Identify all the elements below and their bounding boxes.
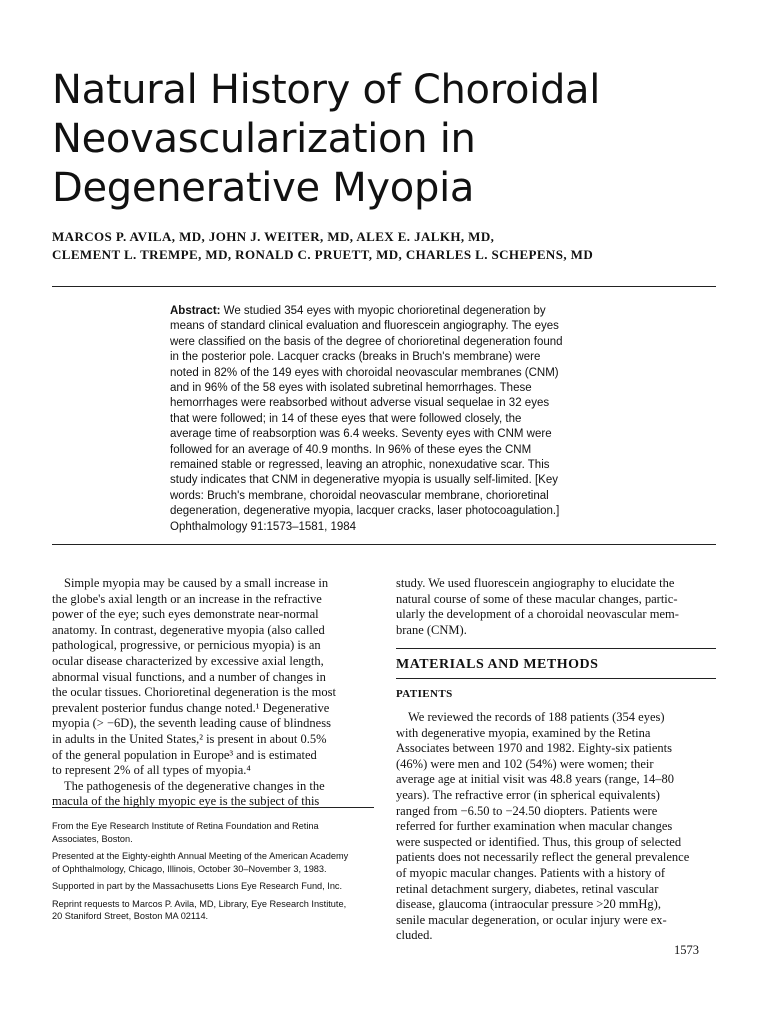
page-number: 1573 xyxy=(674,943,699,957)
body-line: patients does not necessarily reflect the general prevalence xyxy=(396,850,690,865)
subsection-heading: PATIENTS xyxy=(396,688,453,700)
body-line: senile macular degeneration, or ocular injury were ex- xyxy=(396,912,667,927)
body-line: referred for further examination when macular changes xyxy=(396,819,673,834)
abstract-line: noted in 82% of the 149 eyes with choroidal neovascular membranes (CNM) xyxy=(170,366,559,379)
abstract-citation: Ophthalmology 91:1573–1581, 1984 xyxy=(170,520,357,533)
section-rule-top xyxy=(396,648,716,649)
abstract-line: means of standard clinical evaluation and fluorescein angiography. The eyes xyxy=(170,320,559,333)
body-line: of the general population in Europe³ and is estimated xyxy=(52,747,317,762)
abstract-line: study indicates that CNM in degenerative myopia is usually self-limited. [Key xyxy=(170,474,558,487)
body-line: in adults in the United States,² is present in about 0.5% xyxy=(52,731,327,746)
body-line: the globe's axial length or an increase in the refractive xyxy=(52,591,322,606)
abstract-line: followed for an average of 40.9 months. In 96% of these eyes the CNM xyxy=(170,443,532,456)
title-line: Natural History of Choroidal xyxy=(52,67,601,113)
abstract-label: Abstract: xyxy=(170,305,221,317)
footnote-affiliation: From the Eye Research Institute of Retina Foundation and Retina Associates, Boston. xyxy=(52,821,319,844)
body-line: ranged from −6.50 to −24.50 diopters. Patients were xyxy=(396,803,658,818)
body-line: natural course of some of these macular changes, partic- xyxy=(396,591,678,606)
footnote-funding: Supported in part by the Massachusetts Lions Eye Research Fund, Inc. xyxy=(52,881,343,891)
abstract-line: degeneration, degenerative myopia, lacquer cracks, laser photocoagulation.] xyxy=(170,505,560,518)
body-line: were suspected or identified. Thus, this group of selected xyxy=(396,834,682,849)
abstract-line: Abstract: We studied 354 eyes with myopic chorioretinal degeneration by xyxy=(170,305,546,317)
article-title xyxy=(52,66,732,213)
intro-column-left xyxy=(52,576,372,810)
body-line: to represent 2% of all types of myopia.⁴ xyxy=(52,763,251,778)
body-line: years). The refractive error (in spherical equivalents) xyxy=(396,787,660,802)
title-line: Neovascularization in xyxy=(52,116,476,162)
body-line: power of the eye; such eyes demonstrate near-normal xyxy=(52,607,319,622)
body-line: The pathogenesis of the degenerative changes in the xyxy=(64,778,325,793)
body-line: prevalent posterior fundus change noted.¹ Degenerative xyxy=(52,700,330,715)
intro-column-right xyxy=(396,576,716,638)
abstract xyxy=(170,304,600,535)
body-line: ularly the development of a choroidal neovascular mem- xyxy=(396,607,679,622)
body-line: abnormal visual functions, and a number of changes in xyxy=(52,669,326,684)
body-line: pathological, progressive, or pernicious myopia) is an xyxy=(52,638,321,653)
abstract-line: remained stable or regressed, leaving an atrophic, nonexudative scar. This xyxy=(170,459,550,472)
abstract-line: and in 96% of the 58 eyes with isolated subretinal hemorrhages. These xyxy=(170,382,532,395)
title-line: Degenerative Myopia xyxy=(52,165,475,211)
body-line: the ocular tissues. Chorioretinal degeneration is the most xyxy=(52,685,336,700)
body-line: Simple myopia may be caused by a small increase in xyxy=(64,576,329,590)
abstract-line: hemorrhages were reabsorbed without adverse visual sequelae in 32 eyes xyxy=(170,397,550,410)
author-list xyxy=(52,228,722,264)
footnote-divider xyxy=(52,807,374,808)
abstract-line: average time of reabsorption was 6.4 weeks. Seventy eyes with CNM were xyxy=(170,428,552,441)
body-line: (46%) were men and 102 (54%) were women; their xyxy=(396,756,654,771)
body-line: macula of the highly myopic eye is the subject of this xyxy=(52,794,320,809)
body-line: brane (CNM). xyxy=(396,622,467,637)
body-line: myopia (> −6D), the seventh leading cause of blindness xyxy=(52,716,331,731)
author-line: CLEMENT L. TREMPE, MD, RONALD C. PRUETT, MD, CHARLES L. SCHEPENS, MD xyxy=(52,247,594,262)
abstract-line: words: Bruch's membrane, choroidal neovascular membrane, chorioretinal xyxy=(170,489,549,502)
body-line: retinal detachment surgery, diabetes, retinal vascular xyxy=(396,881,659,896)
footnotes xyxy=(52,820,374,928)
abstract-line: were classified on the basis of the degree of chorioretinal degeneration found xyxy=(170,335,563,348)
footnote-presentation: Presented at the Eighty-eighth Annual Meeting of the American Academy of Ophthalmology, Chicago, Illinois, October 30–November 3, 1983. xyxy=(52,851,349,874)
abstract-line: that were followed; in 14 of these eyes that were followed closely, the xyxy=(170,412,522,425)
patients-paragraph xyxy=(396,710,716,944)
footnote-reprints: Reprint requests to Marcos P. Avila, MD, Library, Eye Research Institute, 20 Staniford Street, Boston MA 02114. xyxy=(52,898,347,921)
top-divider xyxy=(52,286,716,287)
bottom-divider xyxy=(52,544,716,545)
body-line: Associates between 1970 and 1982. Eighty-six patients xyxy=(396,741,672,756)
body-line: study. We used fluorescein angiography to elucidate the xyxy=(396,576,675,590)
body-line: ocular disease characterized by excessive axial length, xyxy=(52,653,324,668)
body-line: We reviewed the records of 188 patients (354 eyes) xyxy=(408,710,665,724)
section-heading: MATERIALS AND METHODS xyxy=(396,657,599,672)
body-line: average age at initial visit was 48.8 years (range, 14–80 xyxy=(396,772,675,787)
body-line: anatomy. In contrast, degenerative myopia (also called xyxy=(52,622,325,637)
body-line: of myopic macular changes. Patients with a history of xyxy=(396,865,666,880)
body-line: with degenerative myopia, examined by the Retina xyxy=(396,725,651,740)
abstract-line: in the posterior pole. Lacquer cracks (breaks in Bruch's membrane) were xyxy=(170,351,541,364)
body-line: disease, glaucoma (intraocular pressure >20 mmHg), xyxy=(396,897,661,912)
body-line: cluded. xyxy=(396,928,433,943)
author-line: MARCOS P. AVILA, MD, JOHN J. WEITER, MD, ALEX E. JALKH, MD, xyxy=(52,229,495,244)
section-rule-bottom xyxy=(396,678,716,679)
